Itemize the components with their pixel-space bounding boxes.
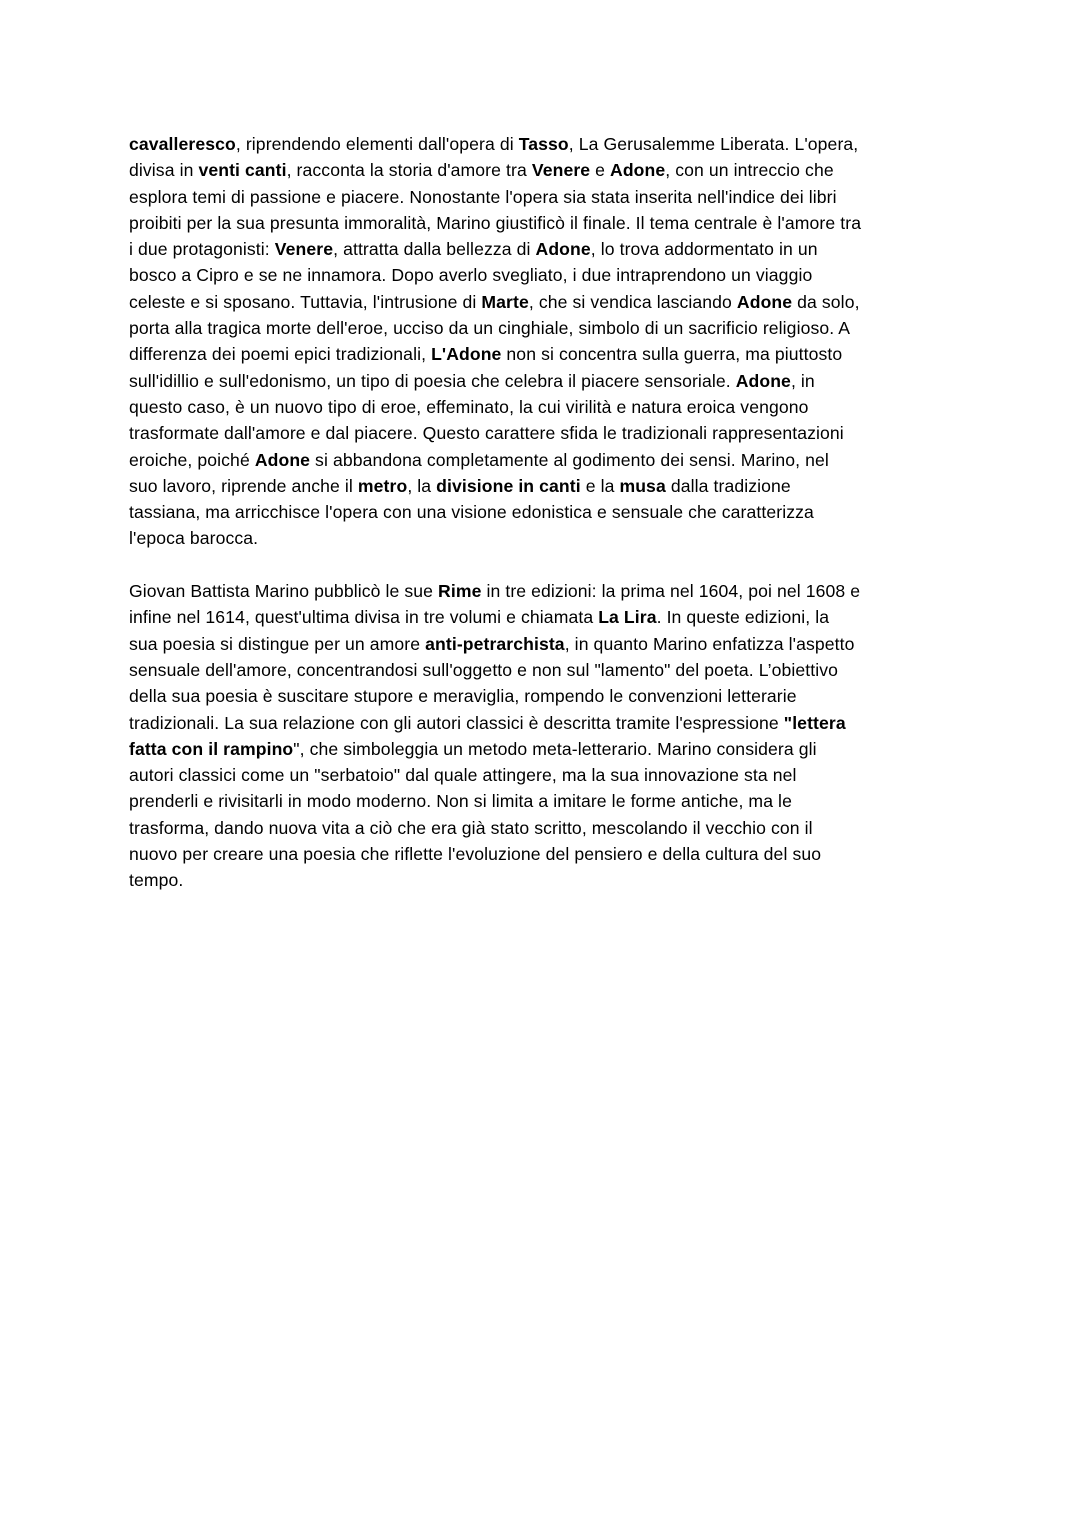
text-line (129, 710, 964, 736)
bold-text: Venere (274, 239, 334, 260)
bold-text: Marte (481, 291, 529, 312)
body-text: e la (580, 475, 620, 496)
body-text: , racconta la storia d'amore tra (286, 160, 532, 181)
bold-text: Venere (531, 160, 591, 181)
body-text: , attratta dalla bellezza di (333, 239, 536, 260)
bold-text: Tasso (518, 134, 569, 154)
body-text: questo caso, è un nuovo tipo di eroe, effeminato, la cui virilità e natura eroica vengono (129, 396, 809, 417)
text-line (129, 157, 964, 183)
body-text: ", che simboleggia un metodo meta-letterario. Marino considera gli (293, 738, 817, 759)
text-line (129, 867, 964, 893)
body-text: tassiana, ma arricchisce l'opera con una visione edonistica e sensuale che caratterizza (129, 502, 814, 523)
bold-text: Adone (735, 370, 791, 391)
body-text: proibiti per la sua presunta immoralità, Marino giustificò il finale. Il tema centrale è l'amore tra (129, 212, 862, 233)
text-line (129, 683, 964, 709)
body-text: tempo. (129, 870, 184, 891)
body-text: divisa in (129, 160, 199, 181)
text-line (129, 210, 964, 236)
body-text: eroiche, poiché (129, 449, 255, 470)
body-text: non si concentra sulla guerra, ma piuttosto (501, 344, 843, 365)
text-line (129, 131, 964, 157)
text-line (129, 578, 964, 604)
body-text: bosco a Cipro e se ne innamora. Dopo averlo svegliato, i due intraprendono un viaggio (129, 265, 813, 286)
body-text: differenza dei poemi epici tradizionali, (129, 344, 432, 365)
text-line (129, 236, 964, 262)
text-line (129, 525, 964, 551)
body-text: trasformate dall'amore e dal piacere. Questo carattere sfida le tradizionali rappresentazioni (129, 423, 844, 444)
body-text: della sua poesia è suscitare stupore e meraviglia, rompendo le convenzioni letterarie (129, 686, 797, 707)
body-text: sull'idillio e sull'edonismo, un tipo di poesia che celebra il piacere sensoriale. (129, 370, 736, 391)
body-text: dalla tradizione (665, 475, 791, 496)
bold-text: L'Adone (431, 344, 502, 365)
body-text: , La Gerusalemme Liberata. L'opera, (568, 134, 859, 154)
body-text: , in quanto Marino enfatizza l'aspetto (564, 633, 855, 654)
bold-text: divisione in canti (436, 475, 581, 496)
body-text: sensuale dell'amore, concentrandosi sull'oggetto e non sul "lamento" del poeta. L’obiettivo (129, 659, 839, 680)
body-text: e (590, 160, 611, 181)
body-text: l'epoca barocca. (129, 528, 259, 549)
body-text: i due protagonisti: (129, 239, 275, 260)
body-text: , riprendendo elementi dall'opera di (235, 134, 519, 154)
bold-text: metro (357, 475, 408, 496)
bold-text: cavalleresco (129, 134, 236, 154)
body-text: prenderli e rivisitarli in modo moderno. Non si limita a imitare le forme antiche, ma le (129, 791, 792, 812)
body-text: , che si vendica lasciando (528, 291, 737, 312)
text-line (129, 341, 964, 367)
body-text: , con un intreccio che (665, 160, 834, 181)
bold-text: fatta con il rampino (129, 738, 294, 759)
bold-text: Adone (254, 449, 311, 470)
text-line (129, 841, 964, 867)
text-line (129, 262, 964, 288)
body-text: porta alla tragica morte dell'eroe, ucciso da un cinghiale, simbolo di un sacrificio religioso. A (129, 318, 851, 339)
body-text: , in (790, 370, 815, 391)
bold-text: venti canti (198, 160, 287, 181)
bold-text: Adone (736, 291, 793, 312)
text-line (129, 368, 964, 394)
document-content (129, 131, 964, 920)
body-text: tradizionali. La sua relazione con gli autori classici è descritta tramite l'espressione (129, 712, 784, 733)
body-text: sua poesia si distingue per un amore (129, 633, 426, 654)
body-text: celeste e si sposano. Tuttavia, l'intrusione di (129, 291, 482, 312)
body-text: trasforma, dando nuova vita a ciò che era già stato scritto, mescolando il vecchio con il (129, 817, 813, 838)
body-text: , lo trova addormentato in un (590, 239, 818, 260)
text-line (129, 473, 964, 499)
body-text: esplora temi di passione e piacere. Nonostante l'opera sia stata inserita nell'indice dei libri (129, 186, 837, 207)
text-line (129, 736, 964, 762)
body-text: , la (407, 475, 437, 496)
paragraph-2 (129, 578, 964, 894)
bold-text: musa (619, 475, 666, 496)
body-text: da solo, (792, 291, 860, 312)
text-line (129, 657, 964, 683)
paragraph-1 (129, 131, 964, 552)
bold-text: La Lira (598, 607, 657, 628)
body-text: suo lavoro, riprende anche il (129, 475, 358, 496)
bold-text: anti-petrarchista (425, 633, 565, 654)
text-line (129, 315, 964, 341)
text-line (129, 447, 964, 473)
text-line (129, 184, 964, 210)
text-line (129, 394, 964, 420)
body-text: nuovo per creare una poesia che riflette l'evoluzione del pensiero e della cultura del suo (129, 844, 822, 865)
body-text: in tre edizioni: la prima nel 1604, poi nel 1608 e (481, 581, 861, 602)
bold-text: Rime (438, 581, 482, 602)
text-line (129, 420, 964, 446)
text-line (129, 289, 964, 315)
text-line (129, 815, 964, 841)
bold-text: Adone (610, 160, 666, 181)
body-text: si abbandona completamente al godimento dei sensi. Marino, nel (310, 449, 829, 470)
text-line (129, 499, 964, 525)
body-text: . In queste edizioni, la (656, 607, 830, 628)
bold-text: Adone (535, 239, 591, 260)
body-text: infine nel 1614, quest'ultima divisa in tre volumi e chiamata (129, 607, 599, 628)
body-text: Giovan Battista Marino pubblicò le sue (129, 581, 439, 602)
text-line (129, 631, 964, 657)
bold-text: "lettera (783, 712, 846, 733)
text-line (129, 762, 964, 788)
text-line (129, 604, 964, 630)
text-line (129, 788, 964, 814)
body-text: autori classici come un "serbatoio" dal quale attingere, ma la sua innovazione sta nel (129, 765, 797, 786)
